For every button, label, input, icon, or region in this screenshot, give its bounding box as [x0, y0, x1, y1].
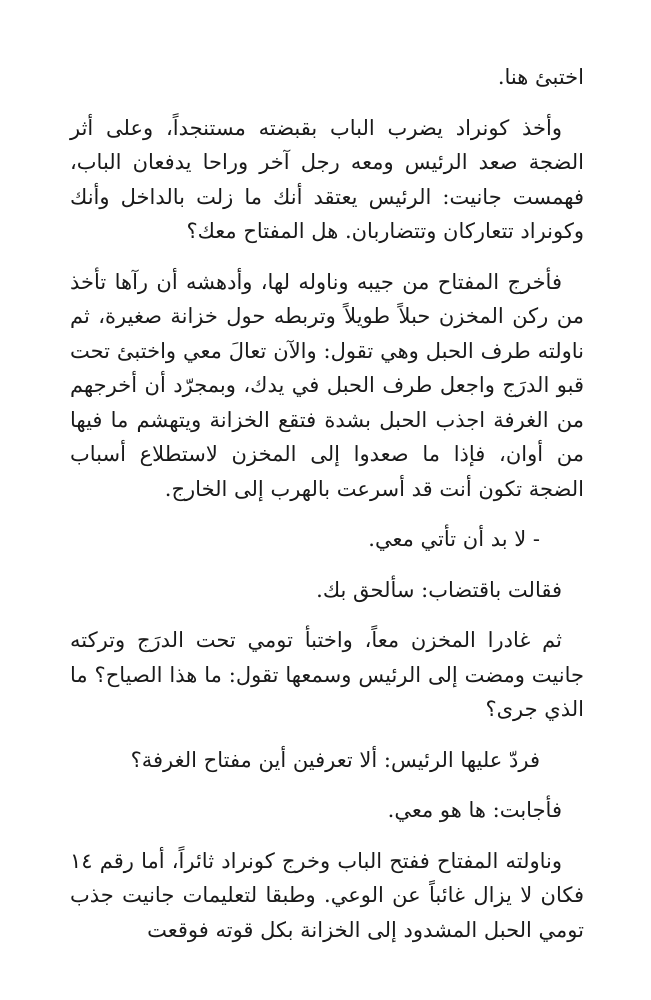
- paragraph-boss-asks-key: فردّ عليها الرئيس: ألا تعرفين أين مفتاح الغرفة؟: [130, 747, 540, 772]
- paragraph-come-with-me: - لا بد أن تأتي معي.: [368, 527, 540, 551]
- paragraph-here-it-is: فأجابت: ها هو معي.: [387, 798, 562, 822]
- paragraph-door-opened: وناولته المفتاح ففتح الباب وخرج كونراد ثائراً، أما رقم ١٤ فكان لا يزال غائباً عن الوعي. وطبقا لتعليمات جانيت جذب تومي الحبل المشدود إلى الخزانة بكل قوته فوقعت: [70, 848, 584, 942]
- paragraph-rope-plan: فأخرج المفتاح من جيبه وناوله لها، وأدهشه أن رآها تأخذ من ركن المخزن حبلاً طويلاً وتربطه حول خزانة صغيرة، ثم ناولته طرف الحبل وهي تقول: والآن تعالَ معي واختبئ تحت قبو الدرَج واجعل طرف الحبل في يدك، وبمجرّد أن أخرجهم من الغرفة اجذب الحبل بشدة فتقع الخزانة ويتهشم ما فيها من أوان، فإذا ما صعدوا إلى المخزن لاستطلاع أسباب الضجة تكون أنت قد أسرعت بالهرب إلى الخارج.: [70, 269, 584, 501]
- paragraph-leave-storeroom: ثم غادرا المخزن معاً، واختبأ تومي تحت الدرَج وتركته جانيت ومضت إلى الرئيس وسمعها تقول: ما هذا الصياح؟ ما الذي جرى؟: [70, 628, 584, 721]
- document-page: [70, 60, 584, 963]
- paragraph-i-will-follow: فقالت باقتضاب: سألحق بك.: [316, 577, 562, 602]
- paragraph-konrad-knocking: وأخذ كونراد يضرب الباب بقبضته مستنجداً، وعلى أثر الضجة صعد الرئيس ومعه رجل آخر وراحا يدفعان الباب، فهمست جانيت: الرئيس يعتقد أنك ما زلت بالداخل وأنك وكونراد تتعاركان وتتضاربان. هل المفتاح معك؟: [70, 115, 584, 243]
- paragraph-hide-here: اختبئ هنا.: [497, 65, 584, 89]
